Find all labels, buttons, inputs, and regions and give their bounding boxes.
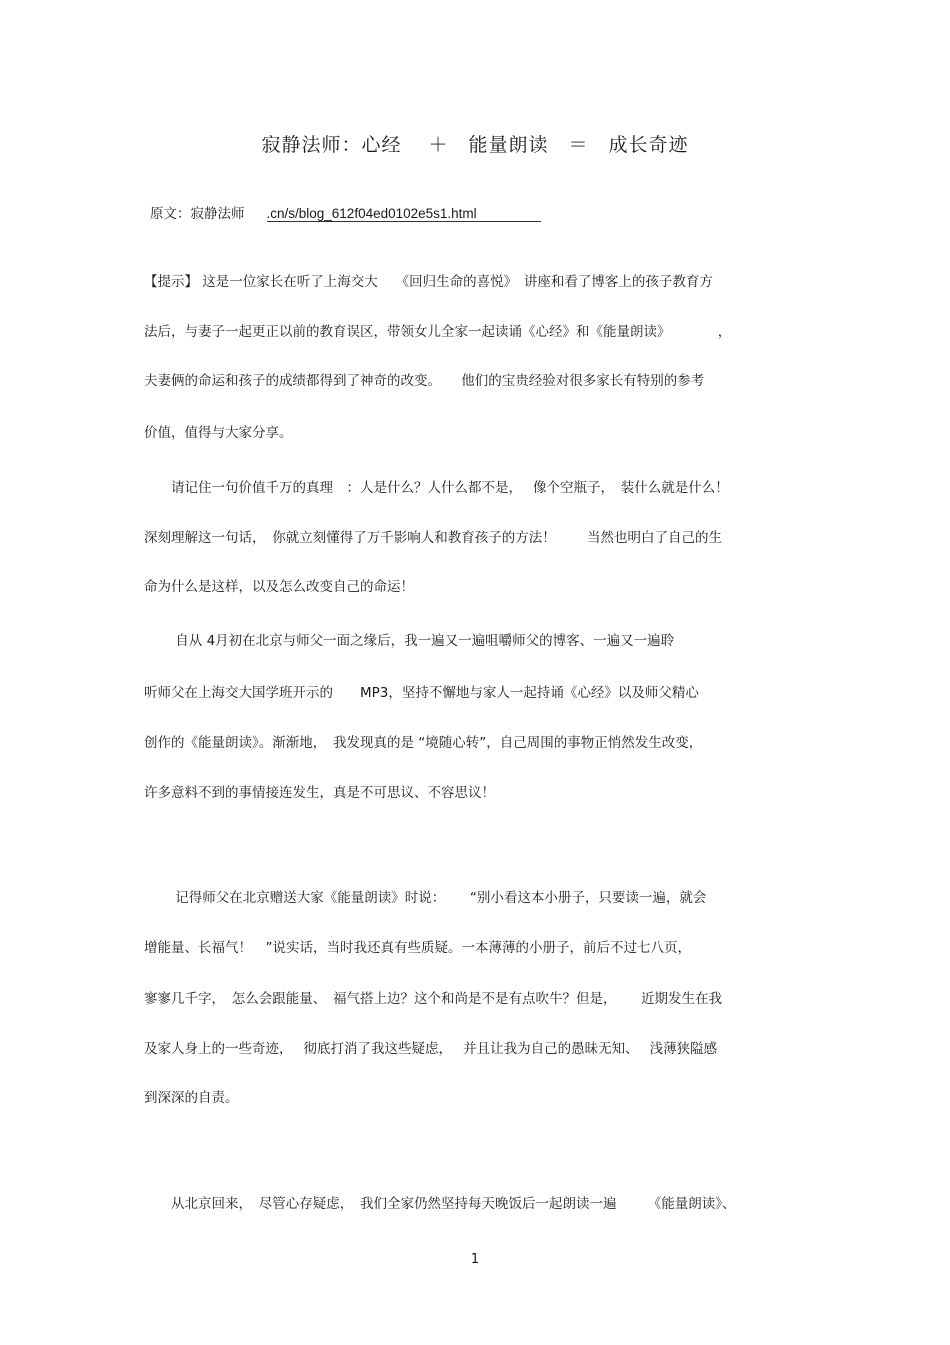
body-line-8: 自从 4月初在北京与师父一面之缘后，我一遍又一遍咀嚼师父的博客、一遍又一遍聆: [144, 633, 675, 649]
body-line-16: 到深深的自责。: [144, 1090, 239, 1106]
body-line-11: 许多意料不到的事情接连发生，真是不可思议、不容思议！: [144, 785, 495, 801]
body-line-4: 价值，值得与大家分享。: [144, 425, 293, 441]
body-line-14: 寥寥几千字， 怎么会跟能量、 福气搭上边？这个和尚是不是有点吹牛？但是， 近期发生在我: [144, 991, 723, 1007]
source-label: 原文：寂静法师: [150, 206, 245, 222]
body-line-17: 从北京回来， 尽管心存疑虑， 我们全家仍然坚持每天晚饭后一起朗读一遍 《能量朗读》、: [144, 1196, 736, 1212]
body-line-5: 请记住一句价值千万的真理 ：人是什么？人什么都不是， 像个空瓶子， 装什么就是什么！: [144, 480, 729, 496]
body-line-1: 【提示】 这是一位家长在听了上海交大 《回归生命的喜悦》 讲座和看了博客上的孩子教育方: [144, 274, 713, 290]
body-line-12: 记得师父在北京赠送大家《能量朗读》时说： “别小看这本小册子，只要读一遍，就会: [144, 890, 707, 906]
source-link[interactable]: .cn/s/blog_612f04ed0102e5s1.html: [267, 206, 541, 222]
body-line-3: 夫妻俩的命运和孩子的成绩都得到了神奇的改变。 他们的宝贵经验对很多家长有特别的参考: [144, 373, 705, 389]
page-number: 1: [470, 1252, 480, 1267]
body-line-2: 法后，与妻子一起更正以前的教育误区，带领女儿全家一起读诵《心经》和《能量朗读》 ，: [144, 324, 732, 340]
body-line-15: 及家人身上的一些奇迹， 彻底打消了我这些疑虑， 并且让我为自己的愚昧无知、 浅薄狭隘感: [144, 1041, 718, 1057]
body-line-6: 深刻理解这一句话， 你就立刻懂得了万千影响人和教育孩子的方法！ 当然也明白了自己的生: [144, 530, 723, 546]
page-title: 寂静法师：心经 ＋ 能量朗读 ＝ 成长奇迹: [261, 134, 689, 156]
body-line-9: 听师父在上海交大国学班开示的 MP3，坚持不懈地与家人一起持诵《心经》以及师父精心: [144, 685, 699, 701]
source-line: [150, 202, 541, 222]
body-line-13: 增能量、长福气！ ”说实话，当时我还真有些质疑。一本薄薄的小册子，前后不过七八页，: [144, 940, 691, 956]
body-line-10: 创作的《能量朗读》。渐渐地， 我发现真的是 “境随心转”，自己周围的事物正悄然发生改变，: [144, 735, 703, 751]
body-line-7: 命为什么是这样，以及怎么改变自己的命运！: [144, 579, 414, 595]
